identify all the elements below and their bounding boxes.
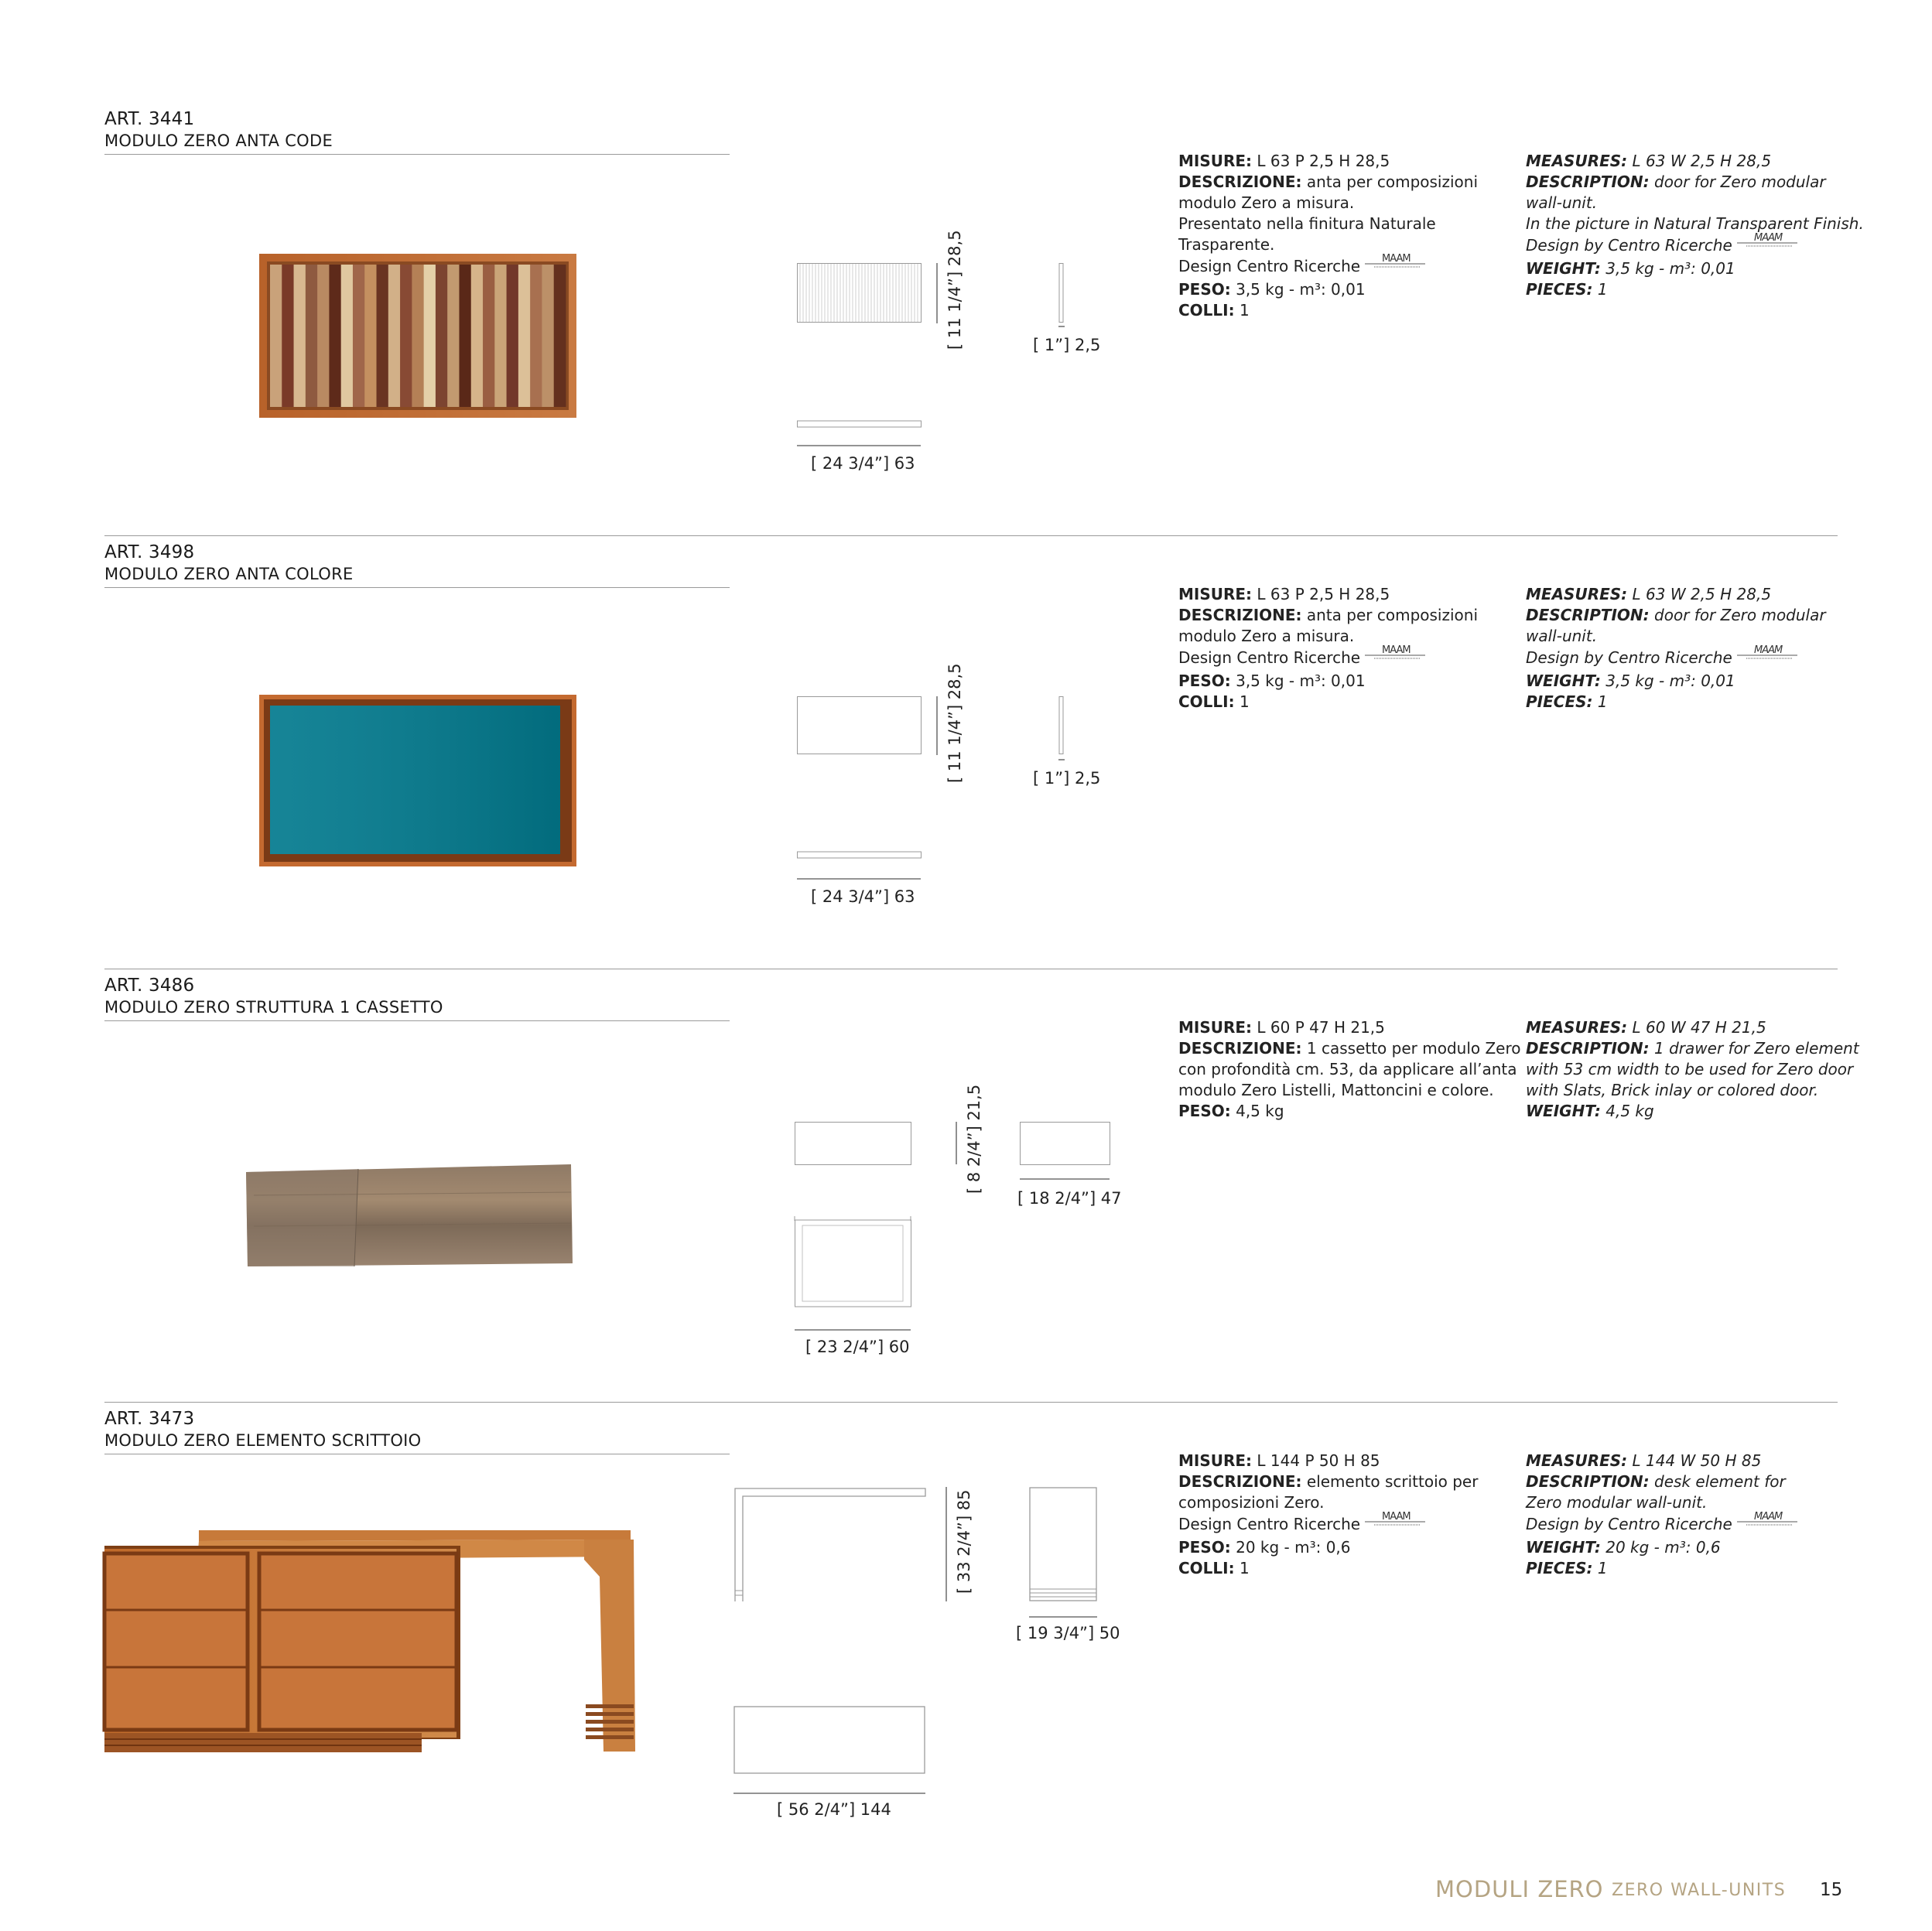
spec-label: PESO: xyxy=(1178,1102,1231,1120)
spec-line xyxy=(1178,1451,1488,1471)
wood-slat xyxy=(364,265,377,407)
spec-label: MEASURES: xyxy=(1526,585,1628,603)
spec-label: DESCRIZIONE: xyxy=(1178,606,1302,624)
spec-line xyxy=(1526,1537,1835,1558)
spec-value: Design by Centro Ricerche xyxy=(1526,648,1732,667)
article-code: ART. 3473 xyxy=(104,1409,195,1429)
english-spec-block xyxy=(1526,151,1864,300)
title-underline xyxy=(104,154,730,155)
section-divider xyxy=(104,1402,1838,1403)
title-underline xyxy=(104,587,730,588)
maam-logo xyxy=(1737,1510,1799,1534)
maam-logo xyxy=(1737,644,1799,668)
spec-line xyxy=(1526,1080,1835,1101)
italian-spec-block xyxy=(1178,1451,1488,1579)
height-dimension: [ 33 2/4”] 85 xyxy=(955,1489,973,1594)
drawing-side-view xyxy=(1058,263,1066,328)
spec-label: MISURE: xyxy=(1178,1451,1253,1470)
wood-slat xyxy=(412,265,424,407)
english-spec-block xyxy=(1526,1017,1859,1122)
wood-slat xyxy=(471,265,484,407)
spec-value: 1 xyxy=(1234,301,1250,320)
spec-label: PIECES: xyxy=(1526,280,1593,299)
width-dimension: [ 24 3/4”] 63 xyxy=(811,454,915,473)
article-code: ART. 3486 xyxy=(104,976,195,996)
spec-label: MISURE: xyxy=(1178,1018,1253,1037)
spec-value: 4,5 kg xyxy=(1230,1102,1284,1120)
spec-value: anta per composizioni xyxy=(1301,173,1479,191)
wood-slat xyxy=(388,265,401,407)
product-photo-colored-door xyxy=(259,695,576,866)
spec-value: L 63 W 2,5 H 28,5 xyxy=(1627,585,1772,603)
spec-value: L 63 W 2,5 H 28,5 xyxy=(1627,152,1772,170)
svg-text:MAAM: MAAM xyxy=(1382,644,1411,656)
drawing-front-view xyxy=(797,263,923,323)
spec-line xyxy=(1178,1537,1488,1558)
wood-slat xyxy=(424,265,436,407)
spec-line xyxy=(1526,692,1835,713)
spec-line xyxy=(1178,1038,1521,1059)
spec-label: DESCRIPTION: xyxy=(1526,1472,1650,1491)
spec-line xyxy=(1526,193,1835,214)
spec-value: 1 xyxy=(1592,280,1608,299)
spec-line xyxy=(1526,1038,1859,1059)
spec-value: 20 kg - m³: 0,6 xyxy=(1230,1538,1351,1557)
spec-line xyxy=(1178,234,1488,255)
spec-line xyxy=(1526,584,1835,605)
spec-line xyxy=(1178,151,1488,172)
spec-value: 1 xyxy=(1592,1559,1608,1577)
article-name: MODULO ZERO ANTA CODE xyxy=(104,132,333,150)
spec-value: L 63 P 2,5 H 28,5 xyxy=(1252,152,1390,170)
width-dimension-line xyxy=(797,878,923,881)
spec-line xyxy=(1526,671,1835,692)
spec-line xyxy=(1178,1017,1488,1038)
spec-value: 4,5 kg xyxy=(1600,1102,1654,1120)
height-dimension: [ 11 1/4”] 28,5 xyxy=(945,663,964,783)
wood-slat xyxy=(542,265,554,407)
spec-value: door for Zero modular xyxy=(1649,606,1826,624)
height-dimension: [ 8 2/4”] 21,5 xyxy=(965,1084,983,1194)
wood-slat xyxy=(530,265,542,407)
width-dimension: [ 24 3/4”] 63 xyxy=(811,887,915,906)
spec-label: COLLI: xyxy=(1178,301,1235,320)
svg-text:MAAM: MAAM xyxy=(1753,1511,1783,1523)
svg-text:MAAM: MAAM xyxy=(1382,253,1411,265)
spec-line xyxy=(1526,172,1835,193)
english-spec-block xyxy=(1526,1451,1835,1579)
maam-logo xyxy=(1365,252,1427,276)
wood-slat xyxy=(447,265,460,407)
spec-value: Design Centro Ricerche xyxy=(1178,648,1361,667)
spec-line xyxy=(1526,1513,1835,1537)
wood-slat xyxy=(353,265,365,407)
spec-value: Trasparente. xyxy=(1178,235,1275,254)
spec-label: WEIGHT: xyxy=(1526,672,1601,690)
title-underline xyxy=(104,1020,730,1021)
spec-label: DESCRIZIONE: xyxy=(1178,1472,1302,1491)
footer-collection-title: MODULI ZERO xyxy=(1435,1876,1604,1902)
spec-line xyxy=(1178,1513,1488,1537)
spec-label: PESO: xyxy=(1178,1538,1231,1557)
wood-slat xyxy=(317,265,330,407)
spec-label: PESO: xyxy=(1178,672,1231,690)
spec-value: elemento scrittoio per xyxy=(1301,1472,1479,1491)
spec-value: Design Centro Ricerche xyxy=(1178,257,1361,275)
wood-slat xyxy=(554,265,566,407)
spec-label: WEIGHT: xyxy=(1526,1102,1601,1120)
spec-value: 1 xyxy=(1592,692,1608,711)
spec-value: Zero modular wall-unit. xyxy=(1526,1493,1708,1512)
depth-dimension: [ 1”] 2,5 xyxy=(1033,769,1101,788)
spec-label: MISURE: xyxy=(1178,152,1253,170)
spec-line xyxy=(1178,692,1488,713)
maam-logo xyxy=(1737,231,1799,255)
spec-value: 1 xyxy=(1234,692,1250,711)
spec-value: anta per composizioni xyxy=(1301,606,1479,624)
spec-value: modulo Zero Listelli, Mattoncini e colore. xyxy=(1178,1081,1494,1099)
spec-label: DESCRIPTION: xyxy=(1526,173,1650,191)
spec-line xyxy=(1526,1017,1835,1038)
drawing-top-view xyxy=(795,1216,912,1309)
drawing-top-view xyxy=(797,420,923,429)
spec-line xyxy=(1178,1101,1488,1122)
spec-line xyxy=(1178,1059,1517,1080)
article-name: MODULO ZERO STRUTTURA 1 CASSETTO xyxy=(104,998,443,1017)
spec-value: 3,5 kg - m³: 0,01 xyxy=(1600,672,1735,690)
spec-label: MEASURES: xyxy=(1526,152,1628,170)
page-number: 15 xyxy=(1820,1880,1843,1900)
spec-value: wall-unit. xyxy=(1526,627,1598,645)
article-code: ART. 3441 xyxy=(104,109,195,129)
italian-spec-block xyxy=(1178,1017,1521,1122)
italian-spec-block xyxy=(1178,584,1488,713)
spec-value: Design by Centro Ricerche xyxy=(1526,236,1732,255)
spec-value: modulo Zero a misura. xyxy=(1178,193,1355,212)
maam-logo xyxy=(1365,644,1427,668)
wood-slat xyxy=(282,265,294,407)
spec-value: 3,5 kg - m³: 0,01 xyxy=(1600,259,1735,278)
spec-label: DESCRIPTION: xyxy=(1526,606,1650,624)
spec-line xyxy=(1178,1471,1488,1492)
wood-slat xyxy=(341,265,354,407)
spec-value: L 144 P 50 H 85 xyxy=(1252,1451,1380,1470)
spec-line xyxy=(1526,605,1835,626)
spec-line xyxy=(1178,626,1488,647)
width-dimension: [ 56 2/4”] 144 xyxy=(777,1800,891,1819)
wood-slat xyxy=(377,265,389,407)
spec-label: MEASURES: xyxy=(1526,1451,1628,1470)
spec-line xyxy=(1526,1471,1835,1492)
drawing-front-view xyxy=(733,1487,928,1603)
spec-value: desk element for xyxy=(1649,1472,1786,1491)
width-dimension-line xyxy=(795,1329,912,1332)
wood-slat xyxy=(306,265,318,407)
spec-line xyxy=(1526,279,1835,300)
wood-slat xyxy=(507,265,519,407)
spec-value: L 60 W 47 H 21,5 xyxy=(1627,1018,1766,1037)
spec-line xyxy=(1526,644,1835,671)
spec-value: L 63 P 2,5 H 28,5 xyxy=(1252,585,1390,603)
article-code: ART. 3498 xyxy=(104,542,195,562)
spec-label: MEASURES: xyxy=(1526,1018,1628,1037)
spec-value: wall-unit. xyxy=(1526,193,1598,212)
spec-line xyxy=(1526,1451,1835,1471)
section-divider xyxy=(104,535,1838,536)
svg-text:MAAM: MAAM xyxy=(1753,644,1783,656)
wood-slat xyxy=(483,265,495,407)
spec-value: L 60 P 47 H 21,5 xyxy=(1252,1018,1385,1037)
width-dimension: [ 23 2/4”] 60 xyxy=(805,1338,910,1356)
article-name: MODULO ZERO ELEMENTO SCRITTOIO xyxy=(104,1431,422,1450)
width-dimension-line xyxy=(797,445,923,448)
italian-spec-block xyxy=(1178,151,1488,321)
wood-slat xyxy=(400,265,412,407)
spec-line xyxy=(1178,584,1488,605)
drawing-top-view xyxy=(733,1706,928,1775)
spec-line xyxy=(1178,214,1488,234)
drawing-side-view xyxy=(1020,1122,1114,1184)
spec-value: 1 drawer for Zero element xyxy=(1649,1039,1859,1058)
height-dimension-line xyxy=(945,1487,949,1603)
wood-slat xyxy=(329,265,341,407)
spec-value: con profondità cm. 53, da applicare all’anta xyxy=(1178,1060,1517,1078)
depth-dimension: [ 1”] 2,5 xyxy=(1033,336,1101,354)
spec-value: L 144 W 50 H 85 xyxy=(1627,1451,1762,1470)
maam-logo xyxy=(1365,1510,1427,1534)
spec-label: MISURE: xyxy=(1178,585,1253,603)
wood-slat xyxy=(518,265,531,407)
spec-label: COLLI: xyxy=(1178,692,1235,711)
spec-label: WEIGHT: xyxy=(1526,259,1601,278)
english-spec-block xyxy=(1526,584,1835,713)
spec-line xyxy=(1526,151,1835,172)
wood-slat xyxy=(494,265,507,407)
spec-line xyxy=(1526,1101,1835,1122)
drawing-top-view xyxy=(797,851,923,860)
spec-line xyxy=(1178,671,1488,692)
spec-value: door for Zero modular xyxy=(1649,173,1826,191)
spec-value: In the picture in Natural Transparent Finish. xyxy=(1526,214,1864,233)
spec-line xyxy=(1526,1059,1854,1080)
spec-value: modulo Zero a misura. xyxy=(1178,627,1355,645)
spec-value: Design Centro Ricerche xyxy=(1178,1515,1361,1533)
spec-label: COLLI: xyxy=(1178,1559,1235,1577)
spec-line xyxy=(1526,234,1835,258)
wood-slat xyxy=(270,265,282,407)
product-photo-desk-element xyxy=(104,1530,638,1755)
spec-line xyxy=(1178,300,1488,321)
height-dimension-line xyxy=(956,1122,959,1167)
product-photo-striped-door xyxy=(259,254,576,418)
drawing-front-view xyxy=(797,696,923,757)
article-name: MODULO ZERO ANTA COLORE xyxy=(104,565,354,583)
spec-line xyxy=(1178,279,1488,300)
spec-value: 3,5 kg - m³: 0,01 xyxy=(1230,672,1366,690)
depth-dimension: [ 18 2/4”] 47 xyxy=(1017,1189,1122,1208)
height-dimension-line xyxy=(936,263,939,325)
spec-value: with 53 cm width to be used for Zero door xyxy=(1526,1060,1854,1078)
spec-value: Design by Centro Ricerche xyxy=(1526,1515,1732,1533)
spec-value: 3,5 kg - m³: 0,01 xyxy=(1230,280,1366,299)
drawing-side-view xyxy=(1029,1487,1099,1620)
spec-label: PESO: xyxy=(1178,280,1231,299)
svg-text:MAAM: MAAM xyxy=(1753,232,1783,244)
drawing-front-view xyxy=(795,1122,912,1167)
footer-collection-subtitle: ZERO WALL-UNITS xyxy=(1612,1881,1787,1900)
spec-label: PIECES: xyxy=(1526,692,1593,711)
spec-label: WEIGHT: xyxy=(1526,1538,1601,1557)
spec-value: with Slats, Brick inlay or colored door. xyxy=(1526,1081,1819,1099)
width-dimension-line xyxy=(733,1793,928,1796)
wood-slat xyxy=(436,265,448,407)
spec-line xyxy=(1178,644,1488,671)
spec-line xyxy=(1526,1558,1835,1579)
spec-line xyxy=(1178,1492,1488,1513)
wood-slat xyxy=(294,265,306,407)
drawing-side-view xyxy=(1058,696,1066,761)
spec-label: DESCRIPTION: xyxy=(1526,1039,1650,1058)
spec-line xyxy=(1178,255,1488,279)
depth-dimension: [ 19 3/4”] 50 xyxy=(1016,1624,1120,1642)
spec-line xyxy=(1178,193,1488,214)
spec-line xyxy=(1178,1558,1488,1579)
height-dimension-line xyxy=(936,696,939,758)
wood-slat xyxy=(459,265,471,407)
spec-line xyxy=(1178,172,1488,193)
spec-label: PIECES: xyxy=(1526,1559,1593,1577)
product-photo-drawer-module xyxy=(246,1164,575,1269)
spec-line xyxy=(1526,258,1835,279)
spec-value: 1 cassetto per modulo Zero xyxy=(1301,1039,1521,1058)
spec-value: composizioni Zero. xyxy=(1178,1493,1325,1512)
spec-line xyxy=(1178,1080,1494,1101)
height-dimension: [ 11 1/4”] 28,5 xyxy=(945,230,964,350)
spec-label: DESCRIZIONE: xyxy=(1178,173,1302,191)
spec-value: 20 kg - m³: 0,6 xyxy=(1600,1538,1721,1557)
spec-value: 1 xyxy=(1234,1559,1250,1577)
spec-value: Presentato nella finitura Naturale xyxy=(1178,214,1436,233)
spec-label: DESCRIZIONE: xyxy=(1178,1039,1302,1058)
spec-line xyxy=(1178,605,1488,626)
svg-text:MAAM: MAAM xyxy=(1382,1511,1411,1523)
